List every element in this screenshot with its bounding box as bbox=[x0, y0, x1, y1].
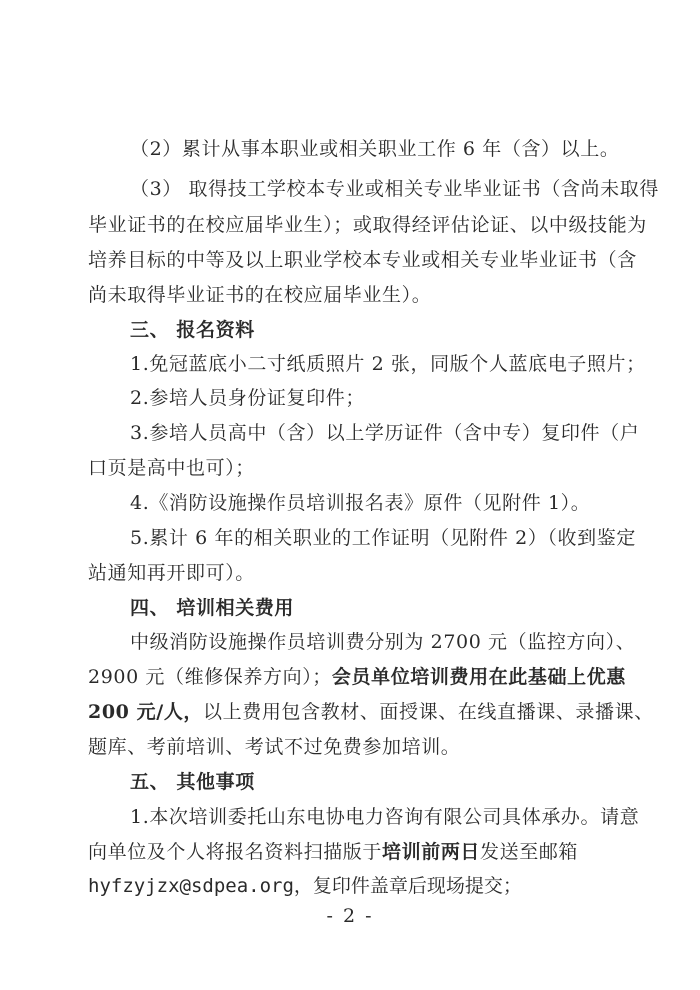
text-line bbox=[88, 874, 522, 898]
list-item bbox=[130, 805, 639, 829]
text-line bbox=[88, 283, 431, 307]
text-segment: 2.参培人员身份证复印件； bbox=[130, 387, 365, 409]
text-segment: 1.本次培训委托山东电协电力咨询有限公司具体承办。请意 bbox=[130, 806, 640, 828]
text-segment: 中级消防设施操作员培训费分别为 2700 元（监控方向）、 bbox=[130, 631, 636, 653]
heading-text: 五、 其他事项 bbox=[130, 771, 255, 793]
text-segment: 以上费用包含教材、面授课、在线直播课、录播课、 bbox=[203, 701, 654, 723]
heading-text: 三、 报名资料 bbox=[130, 319, 255, 341]
text-line bbox=[88, 735, 460, 759]
section-heading bbox=[130, 596, 294, 620]
text-segment: 5.累计 6 年的相关职业的工作证明（见附件 2）（收到鉴定 bbox=[130, 527, 636, 549]
text-segment: （3） 取得技工学校本专业或相关专业毕业证书（含尚未取得 bbox=[130, 178, 659, 200]
section-heading bbox=[130, 770, 255, 794]
text-segment: 2900 元（维修保养方向）； bbox=[88, 666, 332, 688]
text-segment: 4.《消防设施操作员培训报名表》原件（见附件 1）。 bbox=[130, 492, 591, 514]
text-line bbox=[88, 840, 578, 864]
text-segment: 尚未取得毕业证书的在校应届毕业生）。 bbox=[88, 284, 432, 306]
text-segment: 3.参培人员高中（含）以上学历证件（含中专）复印件（户 bbox=[130, 422, 640, 444]
text-line bbox=[130, 177, 659, 201]
text-line bbox=[130, 137, 619, 161]
text-segment: 口页是高中也可）； bbox=[88, 457, 255, 479]
list-item bbox=[130, 526, 636, 550]
text-line bbox=[88, 700, 654, 724]
page-number: - 2 - bbox=[326, 905, 374, 927]
text-segment-bold: 培训前两日 bbox=[382, 841, 481, 863]
text-segment: 向单位及个人将报名资料扫描版于 bbox=[88, 841, 383, 863]
section-heading bbox=[130, 318, 255, 342]
text-segment: 题库、考前培训、考试不过免费参加培训。 bbox=[88, 736, 461, 758]
text-line bbox=[88, 561, 255, 585]
text-line bbox=[88, 213, 647, 237]
text-line bbox=[88, 456, 255, 480]
text-segment: 站通知再开即可）。 bbox=[88, 562, 255, 584]
list-item bbox=[130, 421, 639, 445]
text-segment-bold: 会员单位培训费用在此基础上优惠 bbox=[331, 666, 626, 688]
email-text: hyfzyjzx@sdpea.org，复印件盖章后现场提交； bbox=[88, 875, 522, 897]
heading-text: 四、 培训相关费用 bbox=[130, 597, 295, 619]
text-segment-bold: 200 元/人， bbox=[88, 701, 204, 723]
text-segment: 培养目标的中等及以上职业学校本专业或相关专业毕业证书（含 bbox=[88, 249, 637, 271]
list-item bbox=[130, 386, 365, 410]
list-item bbox=[130, 352, 646, 376]
list-item bbox=[130, 491, 590, 515]
text-line bbox=[130, 630, 635, 654]
text-segment: 1.免冠蓝底小二寸纸质照片 2 张，同版个人蓝底电子照片； bbox=[130, 353, 646, 375]
text-line bbox=[88, 665, 626, 689]
text-segment: 发送至邮箱 bbox=[480, 841, 579, 863]
text-segment: 毕业证书的在校应届毕业生）；或取得经评估论证、以中级技能为 bbox=[88, 214, 647, 236]
text-segment: （2）累计从事本职业或相关职业工作 6 年（含）以上。 bbox=[130, 138, 620, 160]
text-line bbox=[88, 248, 637, 272]
